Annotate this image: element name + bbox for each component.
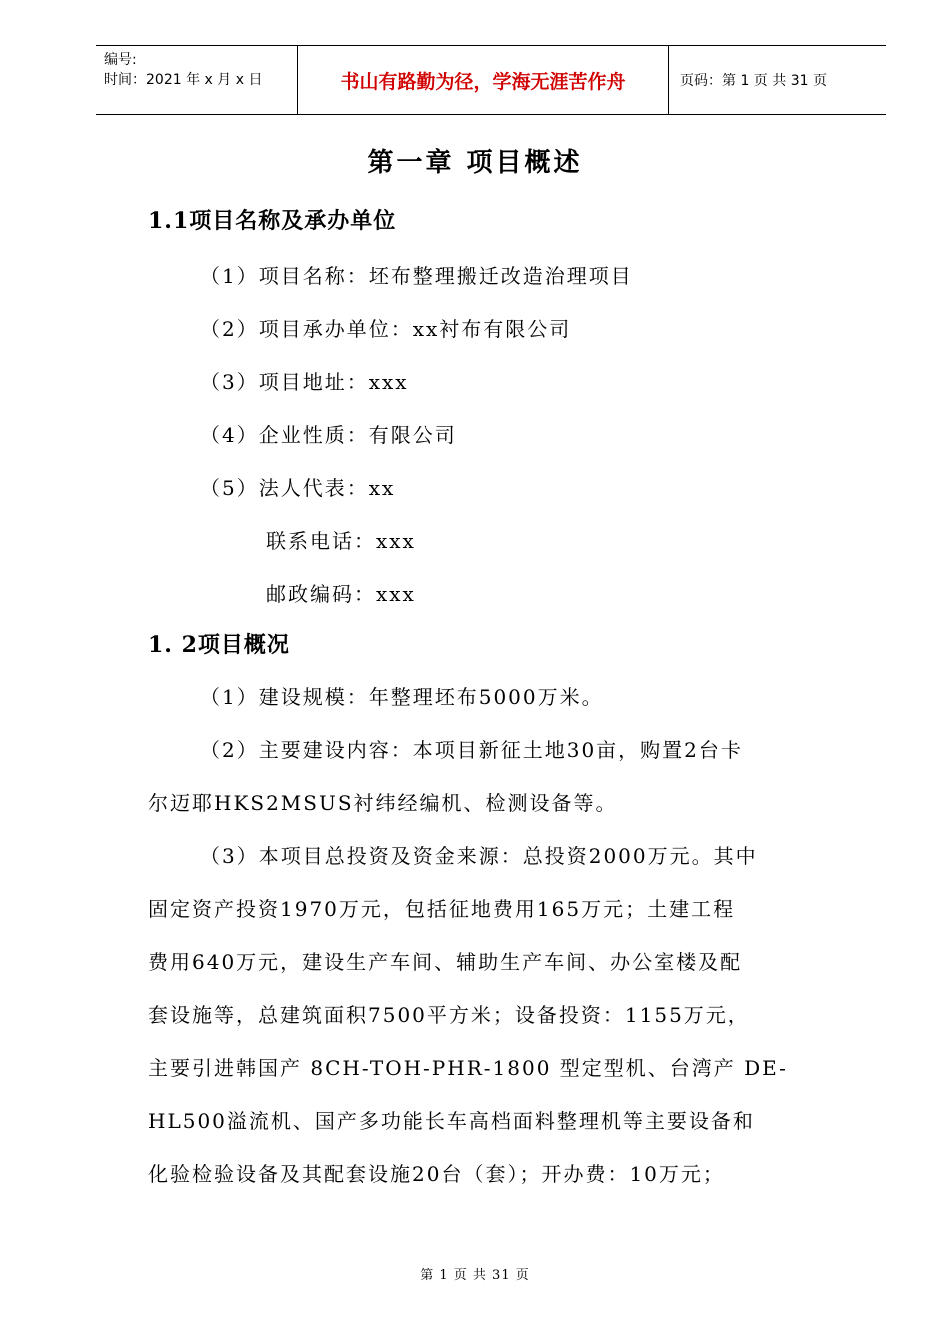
- project-name: （1）项目名称：坯布整理搬迁改造治理项目: [200, 264, 633, 288]
- company-type: （4）企业性质：有限公司: [200, 423, 457, 447]
- body-line: 套设施等，总建筑面积7500平方米；设备投资：1155万元，: [148, 1003, 750, 1027]
- postal-code: 邮政编码：xxx: [266, 582, 416, 606]
- body-line: 化验检验设备及其配套设施20台（套）；开办费：10万元；: [148, 1162, 725, 1186]
- body-line: 尔迈耶HKS2MSUS衬纬经编机、检测设备等。: [148, 791, 618, 815]
- section-heading-2: 1. 2项目概况: [148, 632, 290, 658]
- chapter-title: 第一章 项目概述: [367, 148, 583, 178]
- section-heading-1: 1.1项目名称及承办单位: [148, 208, 397, 234]
- contact-phone: 联系电话：xxx: [266, 529, 416, 553]
- header-divider: [668, 46, 669, 114]
- body-line: 费用640万元，建设生产车间、辅助生产车间、办公室楼及配: [148, 950, 743, 974]
- header-motto: 书山有路勤为径，学海无涯苦作舟: [340, 70, 626, 93]
- body-line: （1）建设规模：年整理坯布5000万米。: [200, 685, 604, 709]
- page-footer: 第 1 页 共 31 页: [420, 1268, 530, 1283]
- body-line: 主要引进韩国产 8CH-TOH-PHR-1800 型定型机、台湾产 DE-: [148, 1056, 788, 1080]
- body-line: HL500溢流机、国产多功能长车高档面料整理机等主要设备和: [148, 1109, 755, 1133]
- doc-time-label: 时间：2021 年 x 月 x 日: [104, 72, 263, 88]
- project-address: （3）项目地址：xxx: [200, 370, 409, 394]
- body-line: （3）本项目总投资及资金来源：总投资2000万元。其中: [200, 844, 758, 868]
- header-meta: [104, 50, 294, 90]
- body-line: 固定资产投资1970万元，包括征地费用165万元；土建工程: [148, 897, 736, 921]
- doc-number-label: 编号:: [104, 52, 137, 68]
- page-header: [96, 45, 886, 115]
- header-page-info: 页码：第 1 页 共 31 页: [680, 73, 827, 89]
- legal-representative: （5）法人代表：xx: [200, 476, 396, 500]
- project-organizer: （2）项目承办单位：xx衬布有限公司: [200, 317, 572, 341]
- body-line: （2）主要建设内容：本项目新征土地30亩，购置2台卡: [200, 738, 743, 762]
